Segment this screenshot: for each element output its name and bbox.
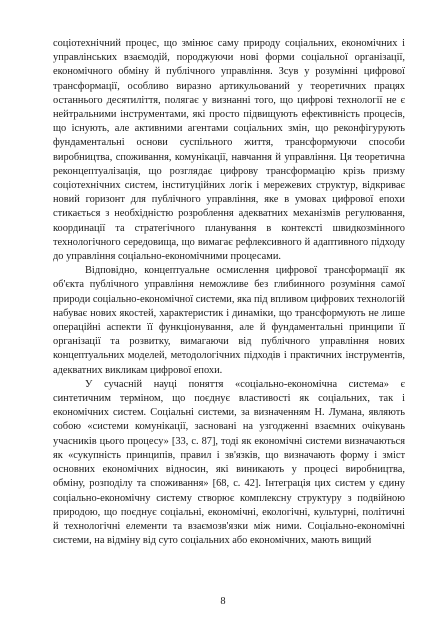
paragraph-3: У сучасній науці поняття «соціально-економічна система» є синтетичним терміном, що поєднує властивості як соціальних, так і економічних систем. Соціальні системи, за визначенням Н. Лумана, являють собою «системи комунікації, засновані на узгодженні взаємних очікувань учасників цього процесу» [33, с. 87], тоді як економічні системи визначаються як «сукупність принципів, правил і зв'язків, що визначають форму і зміст основних економічних відносин, які виникають у процесі виробництва, обміну, розподілу та споживання» [68, с. 42]. Інтеграція цих систем у єдину соціально-економічну систему створює комплексну структуру з подвійною природою, що поєднує соціальні, економічні, екологічні, культурні, політичні й технологічні елементи та взаємозв'язки між ними. Соціально-економічні системи, на відміну від суто соціальних або економічних, мають вищий bbox=[53, 378, 405, 547]
body-text bbox=[53, 37, 405, 548]
paragraph-1: соціотехнічний процес, що змінює саму природу соціальних, економічних і управлінських взаємодій, породжуючи нові форми соціальної організації, економічного обміну й публічного управління. Зсув у розумінні цифрової трансформації, особливо виразно артикульований у теоретичних працях останнього десятиліття, полягає у визнанні того, що цифрові технології не є нейтральними інструментами, які просто підвищують ефективність процесів, що існують, але активними агентами соціальних змін, що реконфігурують фундаментальні основи суспільного життя, трансформуючи способи виробництва, споживання, комунікації, навчання й управління. Ця теоретична реконцептуалізація, що розглядає цифрову трансформацію крізь призму соціотехнічних систем, інституційних логік і мережевих структур, відкриває новий горизонт для публічного управління, яке в умовах цифрової епохи стикається з необхідністю розроблення адекватних механізмів регулювання, координації та стратегічного планування в контексті швидкозмінного технологічного середовища, що вимагає рефлексивного й адаптивного підходу до управління соціально-економічними процесами. bbox=[53, 38, 405, 263]
paragraph-2: Відповідно, концептуальне осмислення цифрової трансформації як об'єкта публічного управління неможливе без глибинного розуміння самої природи соціально-економічної системи, яка під впливом цифрових технологій набуває нових якостей, характеристик і динаміки, що трансформують не лише операційні аспекти її функціонування, але й фундаментальні принципи її організації та розвитку, вимагаючи від публічного управління нових концептуальних моделей, методологічних підходів і практичних інструментів, адекватних викликам цифрової епохи. bbox=[53, 265, 405, 376]
page-number: 8 bbox=[220, 596, 226, 607]
